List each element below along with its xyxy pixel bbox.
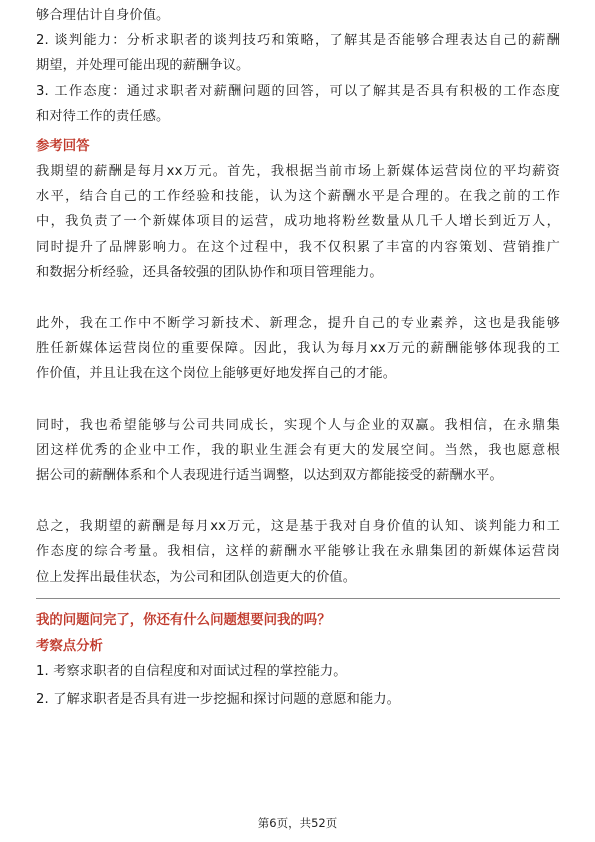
text-line: 我期望的薪酬是每月xx万元。首先，我根据当前市场上新媒体运营岗位的平均薪资 <box>36 164 560 180</box>
evaluation-points <box>36 3 560 129</box>
paragraph-gap <box>36 488 560 514</box>
text-line: 作价值，并且让我在这个岗位上能够更好地发挥自己的才能。 <box>36 366 397 382</box>
text-line: 据公司的薪酬体系和个人表现进行适当调整，以达到双方都能接受的薪酬水平。 <box>36 468 503 484</box>
text-line: 和数据分析经验，还具备较强的团队协作和项目管理能力。 <box>36 264 383 280</box>
document-page <box>36 0 560 712</box>
paragraph-gap <box>36 285 560 311</box>
answer-paragraph <box>36 159 560 285</box>
answer-paragraph <box>36 514 560 590</box>
text-line: 2. 谈判能力：分析求职者的谈判技巧和策略，了解其是否能够合理表达自己的薪酬 <box>36 33 560 49</box>
answer-paragraph <box>36 311 560 387</box>
text-line: 够合理估计自身价值。 <box>36 8 170 23</box>
list-item: 2. 了解求职者是否具有进一步挖掘和探讨问题的意愿和能力。 <box>36 692 400 708</box>
paragraph-gap <box>36 387 560 413</box>
text-line: 团这样优秀的企业中工作，我的职业生涯会有更大的发展空间。当然，我也愿意根 <box>36 442 560 458</box>
text-line: 水平，结合自己的工作经验和技能，认为这个薪酬水平是合理的。在我之前的工作 <box>36 189 560 205</box>
text-line: 位上发挥出最佳状态，为公司和团队创造更大的价值。 <box>36 569 357 585</box>
text-line: 同时提升了品牌影响力。在这个过程中，我不仅积累了丰富的内容策划、营销推广 <box>36 239 560 255</box>
list-item: 1. 考察求职者的自信程度和对面试过程的掌控能力。 <box>36 663 347 679</box>
text-line: 胜任新媒体运营岗位的重要保障。因此，我认为每月xx万元的薪酬能够体现我的工 <box>36 341 560 357</box>
text-line: 中，我负责了一个新媒体项目的运营，成功地将粉丝数量从几千人增长到近万人， <box>36 214 560 230</box>
text-line: 总之，我期望的薪酬是每月xx万元，这是基于我对自身价值的认知、谈判能力和工 <box>36 519 560 535</box>
analysis-heading: 考察点分析 <box>36 638 103 654</box>
section-divider <box>36 598 560 599</box>
analysis-points <box>36 659 560 712</box>
answer-paragraph <box>36 413 560 489</box>
reference-answer-heading: 参考回答 <box>36 139 90 155</box>
text-line: 期望，并处理可能出现的薪酬争议。 <box>36 58 250 74</box>
page-number: 第6页，共52页 <box>257 816 338 830</box>
text-line: 此外，我在工作中不断学习新技术、新理念，提升自己的专业素养，这也是我能够 <box>36 316 560 332</box>
text-line: 3. 工作态度：通过求职者对薪酬问题的回答，可以了解其是否具有积极的工作态度 <box>36 83 560 99</box>
text-line: 和对待工作的责任感。 <box>36 108 170 124</box>
text-line: 同时，我也希望能够与公司共同成长，实现个人与企业的双赢。我相信，在永鼎集 <box>36 417 560 433</box>
text-line: 作态度的综合考量。我相信，这样的薪酬水平能够让我在永鼎集团的新媒体运营岗 <box>36 544 560 560</box>
question-title: 我的问题问完了，你还有什么问题想要问我的吗？ <box>36 612 331 628</box>
